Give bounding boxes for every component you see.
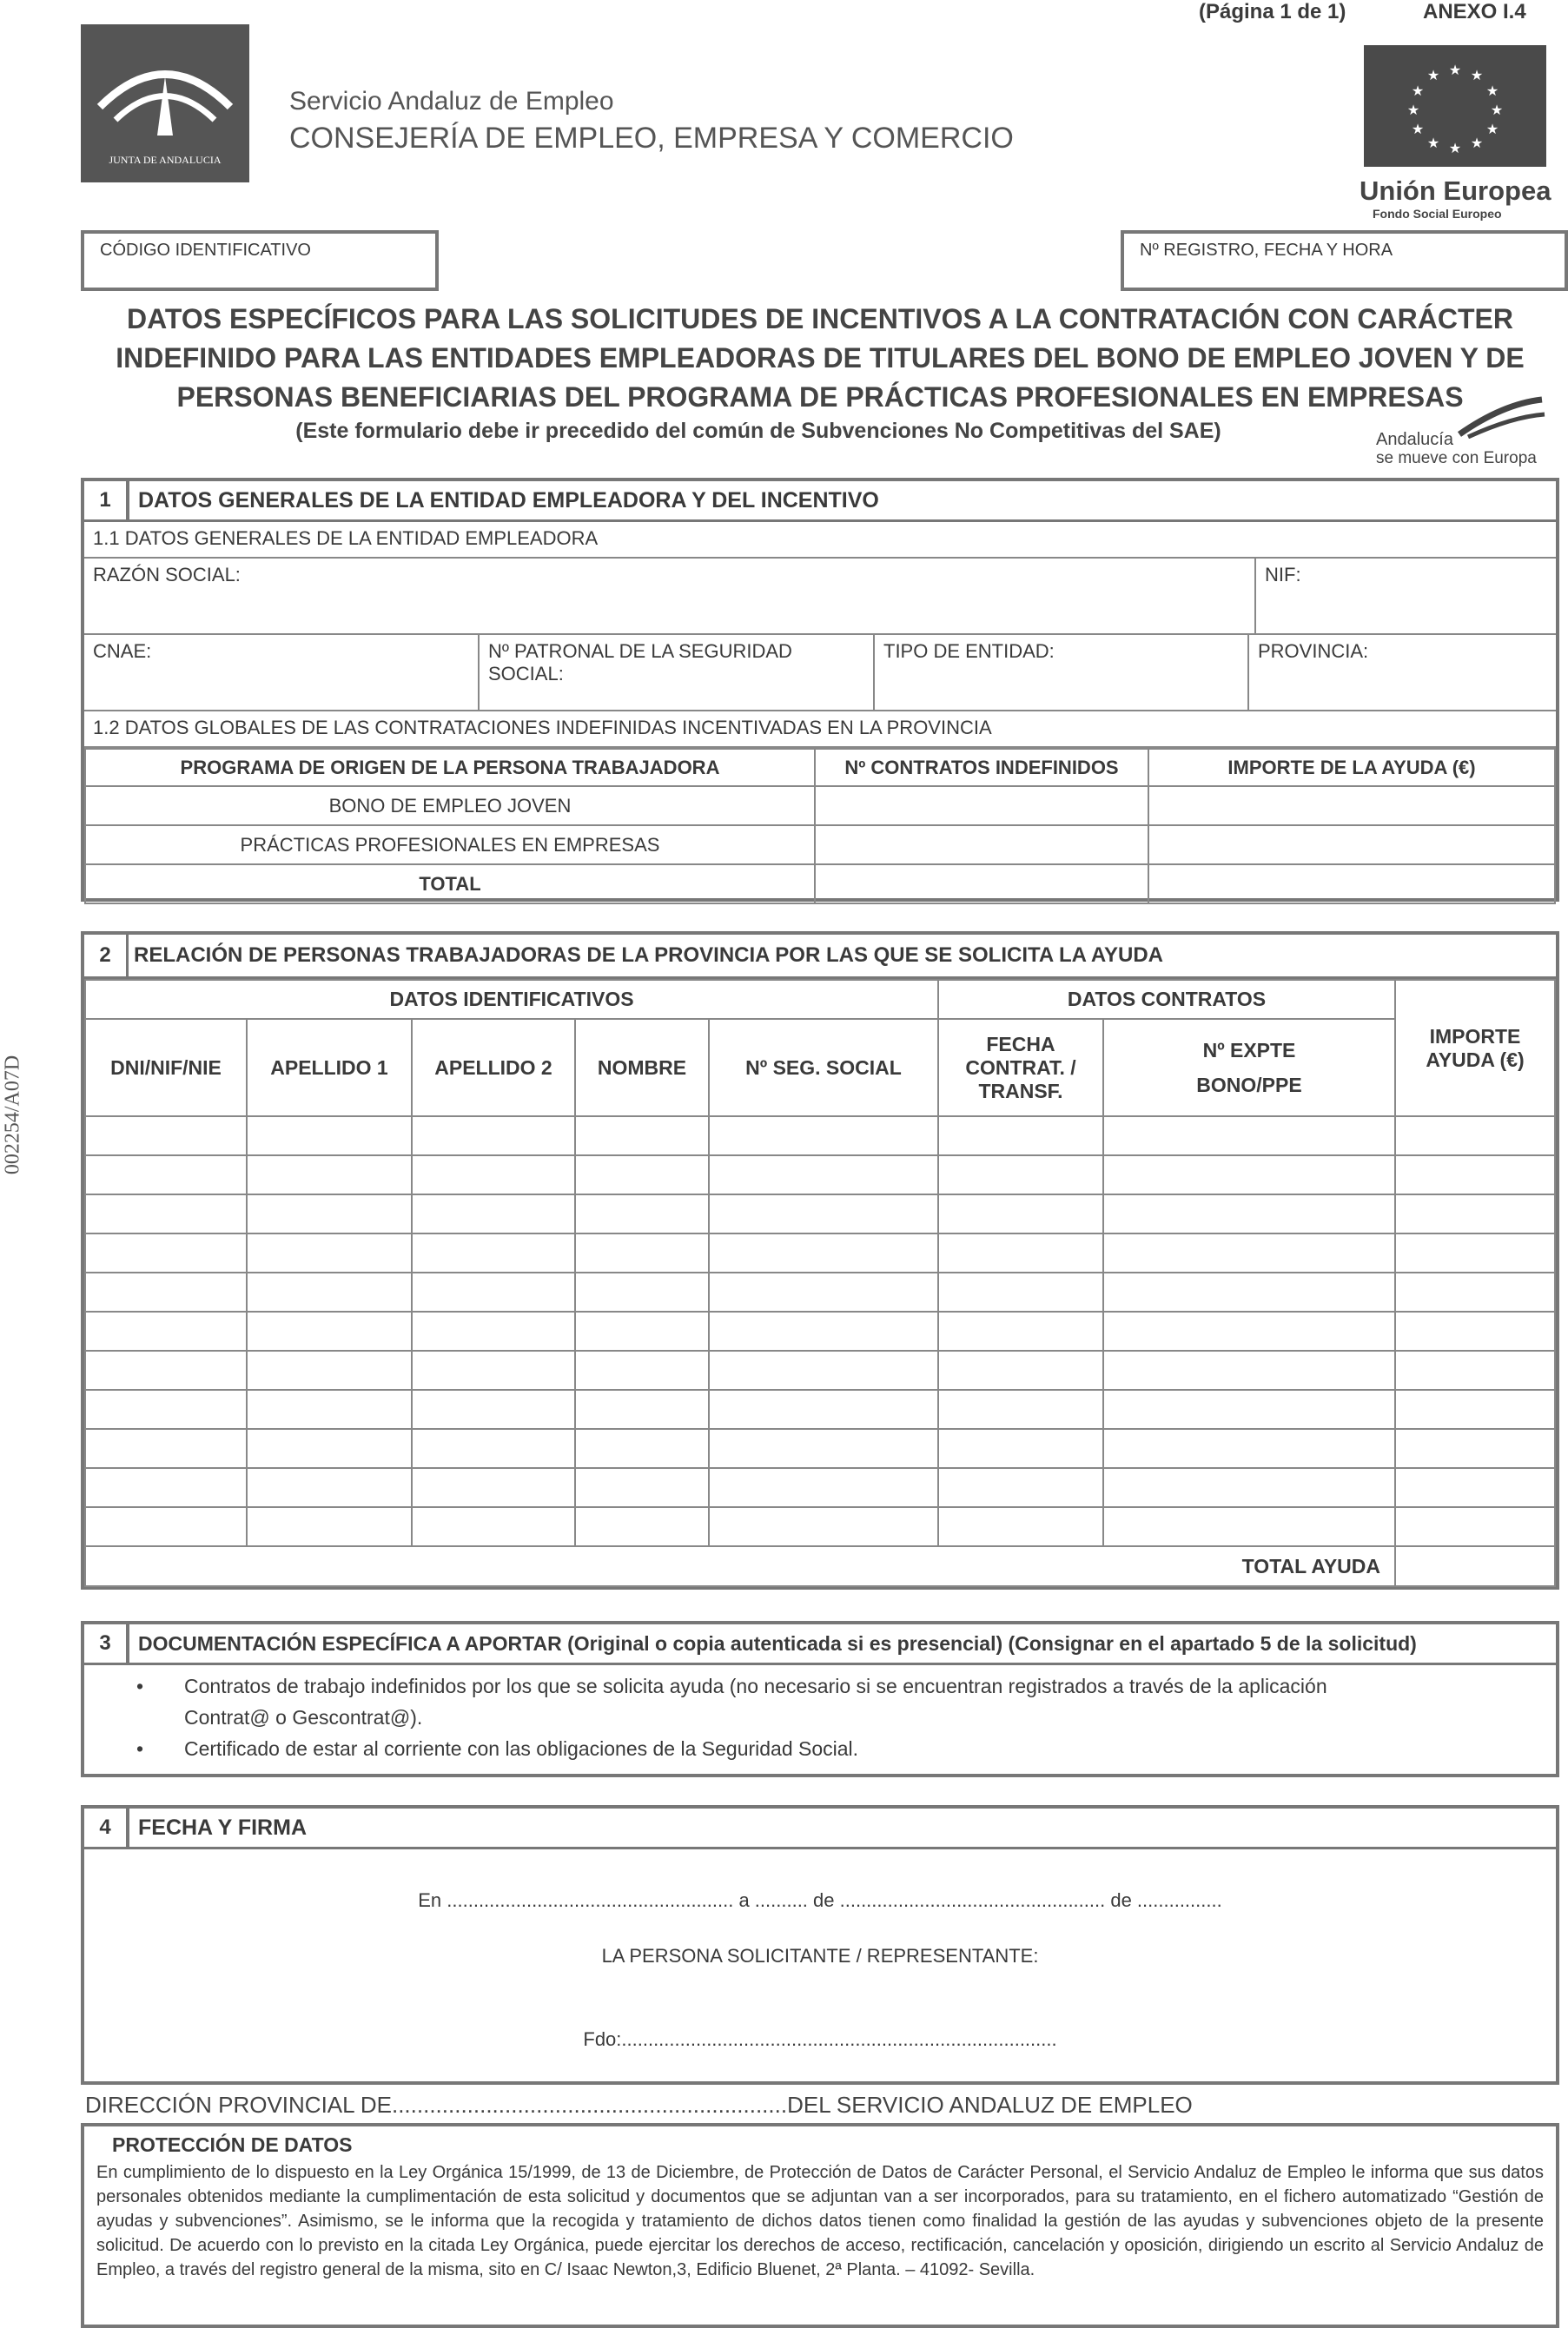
table-cell[interactable]	[247, 1507, 412, 1546]
col-importe-ayuda: IMPORTE AYUDA (€)	[1395, 980, 1555, 1116]
table-cell[interactable]	[247, 1312, 412, 1351]
section-number: 3	[84, 1624, 129, 1663]
table-cell[interactable]	[709, 1312, 938, 1351]
table-row	[85, 1351, 1555, 1390]
col-dni: DNI/NIF/NIE	[85, 1019, 247, 1116]
table-cell[interactable]	[85, 1468, 247, 1507]
consejeria-name: CONSEJERÍA DE EMPLEO, EMPRESA Y COMERCIO	[289, 122, 1014, 155]
nif-field[interactable]	[1256, 559, 1556, 633]
table-row	[85, 864, 1555, 903]
table-row	[85, 1312, 1555, 1351]
data-protection-box	[81, 2123, 1559, 2328]
importe-bono-cell[interactable]	[1148, 786, 1555, 825]
table-cell[interactable]	[709, 1233, 938, 1273]
table-cell[interactable]	[412, 1390, 575, 1429]
patronal-label: Nº PATRONAL DE LA SEGURIDAD SOCIAL:	[488, 640, 792, 685]
contratos-bono-cell[interactable]	[815, 786, 1148, 825]
table-cell[interactable]	[1103, 1194, 1395, 1233]
table-cell[interactable]	[575, 1468, 709, 1507]
table-cell[interactable]	[938, 1507, 1103, 1546]
col-programa: PROGRAMA DE ORIGEN DE LA PERSONA TRABAJADORA	[85, 749, 815, 786]
mueve-europa-text: se mueve con Europa	[1376, 449, 1537, 467]
bullet-icon: •	[136, 1737, 144, 1760]
table-cell[interactable]	[938, 1312, 1103, 1351]
section-number: 1	[84, 481, 129, 519]
table-cell[interactable]	[85, 1429, 247, 1468]
svg-text:JUNTA DE ANDALUCIA: JUNTA DE ANDALUCIA	[109, 154, 222, 166]
table-cell[interactable]	[247, 1116, 412, 1155]
place-date-line[interactable]: En ...................................................... a .......... de .................................................. de ................	[418, 1889, 1222, 1911]
col-contratos: Nº CONTRATOS INDEFINIDOS	[815, 749, 1148, 786]
page-indicator: (Página 1 de 1)	[1199, 0, 1346, 23]
svg-text:★: ★	[1411, 122, 1425, 137]
table-cell[interactable]	[247, 1233, 412, 1273]
table-cell[interactable]	[1103, 1429, 1395, 1468]
section-4	[81, 1805, 1559, 2085]
table-row	[85, 1273, 1555, 1312]
doc-item-2-text: Certificado de estar al corriente con las obligaciones de la Seguridad Social.	[184, 1737, 859, 1760]
provincia-label: PROVINCIA:	[1258, 640, 1369, 662]
eu-title: Unión Europea	[1360, 175, 1551, 206]
table-cell[interactable]	[412, 1429, 575, 1468]
section-4-header	[84, 1809, 1556, 1849]
section-1-header	[84, 481, 1556, 522]
table-cell[interactable]	[412, 1194, 575, 1233]
table-cell[interactable]	[1103, 1273, 1395, 1312]
table-cell[interactable]	[412, 1351, 575, 1390]
table-cell[interactable]	[85, 1312, 247, 1351]
table-cell[interactable]	[247, 1468, 412, 1507]
eu-flag-logo	[1364, 45, 1546, 167]
subsection-1-2-label: 1.2 DATOS GLOBALES DE LAS CONTRATACIONES INDEFINIDAS INCENTIVADAS EN LA PROVINCIA	[84, 711, 1556, 748]
table-row	[85, 1468, 1555, 1507]
table-cell[interactable]	[938, 1155, 1103, 1194]
svg-text:★: ★	[1490, 103, 1504, 118]
workers-table	[84, 979, 1556, 1587]
table-cell[interactable]	[1395, 1429, 1555, 1468]
worker-rows	[85, 1116, 1555, 1546]
table-cell[interactable]	[1395, 1351, 1555, 1390]
table-cell[interactable]	[1103, 1507, 1395, 1546]
side-document-code: 002254/A07D	[1, 1055, 24, 1175]
org-name: Servicio Andaluz de Empleo	[289, 87, 614, 116]
table-cell[interactable]	[1395, 1312, 1555, 1351]
row-cnae	[84, 635, 1556, 711]
direccion-provincial[interactable]: DIRECCIÓN PROVINCIAL DE...............................................................DEL SERVICIO ANDALUZ DE EMPLEO	[85, 2092, 1193, 2118]
contratos-practicas-cell[interactable]	[815, 825, 1148, 864]
table-cell[interactable]	[709, 1390, 938, 1429]
table-cell[interactable]	[709, 1116, 938, 1155]
table-cell[interactable]	[575, 1351, 709, 1390]
table-cell[interactable]	[709, 1351, 938, 1390]
table-cell[interactable]	[575, 1233, 709, 1273]
row-razon-social	[84, 559, 1556, 635]
section-3	[81, 1621, 1559, 1777]
table-cell[interactable]	[575, 1390, 709, 1429]
form-title	[81, 300, 1559, 417]
table-cell[interactable]	[412, 1468, 575, 1507]
table-cell[interactable]	[1103, 1233, 1395, 1273]
table-cell[interactable]	[85, 1155, 247, 1194]
svg-text:★: ★	[1411, 84, 1425, 99]
section-number: 4	[84, 1809, 129, 1847]
table-row	[85, 1116, 1555, 1155]
table-cell[interactable]	[247, 1155, 412, 1194]
table-cell[interactable]	[709, 1194, 938, 1233]
form-subtitle: (Este formulario debe ir precedido del común de Subvenciones No Competitivas del SAE)	[295, 419, 1221, 443]
table-cell[interactable]	[575, 1116, 709, 1155]
table-cell[interactable]	[938, 1390, 1103, 1429]
col-nombre: NOMBRE	[575, 1019, 709, 1116]
title-line-1: DATOS ESPECÍFICOS PARA LAS SOLICITUDES DE INCENTIVOS A LA CONTRATACIÓN CON CARÁCTER	[127, 303, 1513, 334]
junta-de-andalucia-logo	[81, 24, 249, 182]
tipo-entidad-field[interactable]	[875, 635, 1249, 710]
table-cell[interactable]	[85, 1194, 247, 1233]
patronal-field[interactable]	[480, 635, 875, 710]
importe-total-cell[interactable]	[1148, 864, 1555, 903]
signer-label: LA PERSONA SOLICITANTE / REPRESENTANTE:	[601, 1945, 1039, 1967]
table-cell[interactable]	[938, 1468, 1103, 1507]
data-protection-title: PROTECCIÓN DE DATOS	[112, 2133, 353, 2156]
table-cell[interactable]	[709, 1468, 938, 1507]
registro-box[interactable]	[1121, 230, 1568, 291]
signature-line[interactable]: Fdo:..................................................................................	[583, 2028, 1057, 2050]
title-line-2: INDEFINIDO PARA LAS ENTIDADES EMPLEADORAS DE TITULARES DEL BONO DE EMPLEO JOVEN Y DE	[116, 342, 1525, 374]
razon-social-label: RAZÓN SOCIAL:	[93, 564, 241, 585]
table-cell[interactable]	[1395, 1273, 1555, 1312]
global-contracts-table	[84, 748, 1556, 904]
svg-text:★: ★	[1426, 136, 1440, 151]
table-cell[interactable]	[575, 1273, 709, 1312]
section-title: DATOS GENERALES DE LA ENTIDAD EMPLEADORA Y DEL INCENTIVO	[138, 487, 879, 513]
svg-text:★: ★	[1485, 84, 1499, 99]
table-cell[interactable]	[1395, 1116, 1555, 1155]
table-cell[interactable]	[575, 1429, 709, 1468]
table-cell[interactable]	[247, 1351, 412, 1390]
table-cell[interactable]	[938, 1116, 1103, 1155]
table-cell[interactable]	[1103, 1351, 1395, 1390]
row-label-total: TOTAL	[85, 864, 815, 903]
total-ayuda-label: TOTAL AYUDA	[85, 1546, 1395, 1586]
table-cell[interactable]	[575, 1507, 709, 1546]
table-cell[interactable]	[85, 1507, 247, 1546]
col-expediente: Nº EXPTE BONO/PPE	[1103, 1019, 1395, 1116]
provincia-field[interactable]	[1249, 635, 1556, 710]
section-title: RELACIÓN DE PERSONAS TRABAJADORAS DE LA PROVINCIA POR LAS QUE SE SOLICITA LA AYUDA	[134, 943, 1163, 967]
table-row	[85, 786, 1555, 825]
table-cell[interactable]	[709, 1429, 938, 1468]
col-fecha-contrato: FECHA CONTRAT. / TRANSF.	[938, 1019, 1103, 1116]
table-cell[interactable]	[938, 1194, 1103, 1233]
table-cell[interactable]	[1103, 1116, 1395, 1155]
andalucia-text: Andalucía	[1376, 430, 1453, 449]
table-row	[85, 1429, 1555, 1468]
table-cell[interactable]	[709, 1155, 938, 1194]
tipo-entidad-label: TIPO DE ENTIDAD:	[883, 640, 1055, 662]
table-cell[interactable]	[412, 1312, 575, 1351]
table-cell[interactable]	[412, 1233, 575, 1273]
table-cell[interactable]	[938, 1233, 1103, 1273]
codigo-identificativo-label: CÓDIGO IDENTIFICATIVO	[100, 241, 311, 260]
table-cell[interactable]	[247, 1273, 412, 1312]
svg-text:★: ★	[1426, 69, 1440, 83]
row-label-practicas: PRÁCTICAS PROFESIONALES EN EMPRESAS	[85, 825, 815, 864]
table-cell[interactable]	[85, 1273, 247, 1312]
table-cell[interactable]	[1103, 1312, 1395, 1351]
bullet-icon: •	[136, 1675, 144, 1697]
group-datos-contratos: DATOS CONTRATOS	[938, 980, 1395, 1019]
cnae-field[interactable]	[84, 635, 480, 710]
table-cell[interactable]	[85, 1390, 247, 1429]
table-row	[85, 1507, 1555, 1546]
table-cell[interactable]	[412, 1116, 575, 1155]
table-cell[interactable]	[938, 1351, 1103, 1390]
doc-item-1-text: Contratos de trabajo indefinidos por los que se solicita ayuda (no necesario si se encuentran registrados a través de la aplicación	[184, 1675, 1327, 1697]
nif-label: NIF:	[1265, 564, 1301, 585]
table-cell[interactable]	[412, 1155, 575, 1194]
cnae-label: CNAE:	[93, 640, 152, 662]
svg-text:★: ★	[1470, 69, 1484, 83]
title-line-3: PERSONAS BENEFICIARIAS DEL PROGRAMA DE PRÁCTICAS PROFESIONALES EN EMPRESAS	[176, 381, 1464, 413]
table-cell[interactable]	[575, 1312, 709, 1351]
table-row	[85, 1155, 1555, 1194]
table-cell[interactable]	[85, 1116, 247, 1155]
table-cell[interactable]	[1395, 1390, 1555, 1429]
svg-text:★: ★	[1470, 136, 1484, 151]
table-cell[interactable]	[247, 1429, 412, 1468]
svg-text:★: ★	[1485, 122, 1499, 137]
table-cell[interactable]	[938, 1273, 1103, 1312]
contratos-total-cell[interactable]	[815, 864, 1148, 903]
table-cell[interactable]	[85, 1351, 247, 1390]
col-seg-social: Nº SEG. SOCIAL	[709, 1019, 938, 1116]
table-row	[85, 1233, 1555, 1273]
table-cell[interactable]	[1395, 1194, 1555, 1233]
table-cell[interactable]	[412, 1507, 575, 1546]
svg-text:★: ★	[1448, 142, 1462, 156]
documentation-list	[84, 1665, 1556, 1764]
table-cell[interactable]	[1395, 1507, 1555, 1546]
table-row	[85, 1194, 1555, 1233]
subsection-1-1-label: 1.1 DATOS GENERALES DE LA ENTIDAD EMPLEADORA	[84, 522, 1556, 559]
svg-text:★: ★	[1448, 63, 1462, 78]
col-apellido-1: APELLIDO 1	[247, 1019, 412, 1116]
razon-social-field[interactable]	[84, 559, 1256, 633]
table-cell[interactable]	[247, 1390, 412, 1429]
codigo-identificativo-box[interactable]	[81, 230, 439, 291]
table-cell[interactable]	[85, 1233, 247, 1273]
list-item	[136, 1733, 1556, 1764]
table-cell[interactable]	[247, 1194, 412, 1233]
group-datos-identificativos: DATOS IDENTIFICATIVOS	[85, 980, 938, 1019]
section-1	[81, 478, 1559, 902]
table-cell[interactable]	[1395, 1468, 1555, 1507]
table-cell[interactable]	[1103, 1390, 1395, 1429]
section-2-header	[84, 935, 1556, 979]
table-cell[interactable]	[412, 1273, 575, 1312]
annex-label: ANEXO I.4	[1423, 0, 1526, 23]
data-protection-text: En cumplimiento de lo dispuesto en la Ley Orgánica 15/1999, de 13 de Diciembre, de Protección de Datos de Carácter Personal, el Servicio Andaluz de Empleo le informa que sus datos personales obtenidos mediante la cumplimentación de esta solicitud y documentos que se adjuntan van a ser incorporados, para su tratamiento, en el fichero automatizado “Gestión de ayudas y subvenciones”. Asimismo, se le informa que la recogida y tratamiento de dichos datos tienen como finalidad la gestión de las ayudas y subvenciones objeto de la presente solicitud. De acuerdo con lo previsto en la citada Ley Orgánica, puede ejercitar los derechos de acceso, rectificación, cancelación y oposición, dirigiendo un escrito al Servicio Andaluz de Empleo, a través del registro general de la misma, sito en C/ Isaac Newton,3, Edificio Bluenet, 2ª Planta. – 41092- Sevilla.	[96, 2163, 1544, 2279]
row-label-bono: BONO DE EMPLEO JOVEN	[85, 786, 815, 825]
col-apellido-2: APELLIDO 2	[412, 1019, 575, 1116]
col-importe: IMPORTE DE LA AYUDA (€)	[1148, 749, 1555, 786]
total-ayuda-cell[interactable]	[1395, 1546, 1555, 1586]
section-title: FECHA Y FIRMA	[138, 1815, 307, 1840]
table-cell[interactable]	[1103, 1468, 1395, 1507]
andalucia-europa-logo	[1373, 395, 1546, 473]
table-row	[85, 825, 1555, 864]
table-row	[85, 1390, 1555, 1429]
list-item	[136, 1670, 1556, 1733]
section-2	[81, 931, 1559, 1590]
section-3-header	[84, 1624, 1556, 1665]
table-cell[interactable]	[709, 1507, 938, 1546]
registro-label: Nº REGISTRO, FECHA Y HORA	[1140, 241, 1393, 260]
section-number: 2	[84, 935, 129, 976]
table-cell[interactable]	[575, 1155, 709, 1194]
eu-subtitle: Fondo Social Europeo	[1373, 207, 1502, 221]
importe-practicas-cell[interactable]	[1148, 825, 1555, 864]
doc-item-1-text-cont: Contrat@ o Gescontrat@).	[184, 1706, 423, 1729]
table-cell[interactable]	[1395, 1155, 1555, 1194]
section-title: DOCUMENTACIÓN ESPECÍFICA A APORTAR (Original o copia autenticada si es presencial) (Consignar en el apartado 5 de la solicitud)	[138, 1631, 1417, 1655]
svg-text:★: ★	[1406, 103, 1420, 118]
table-cell[interactable]	[938, 1429, 1103, 1468]
table-cell[interactable]	[575, 1194, 709, 1233]
table-cell[interactable]	[709, 1273, 938, 1312]
table-cell[interactable]	[1103, 1155, 1395, 1194]
table-cell[interactable]	[1395, 1233, 1555, 1273]
